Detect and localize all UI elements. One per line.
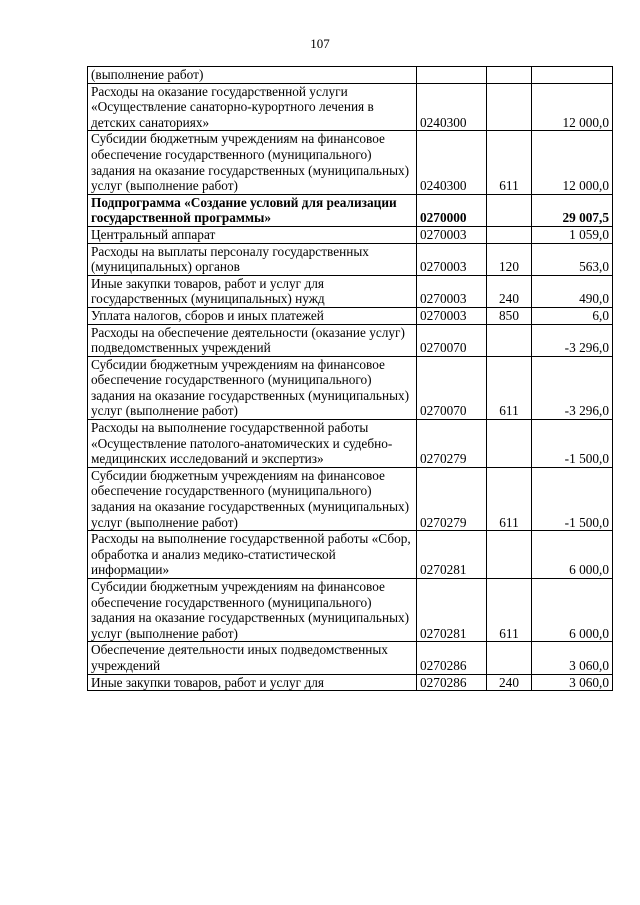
table-row — [88, 579, 613, 642]
row-sum: 6 000,0 — [532, 531, 613, 579]
row-name: Иные закупки товаров, работ и услуг для — [88, 674, 417, 691]
row-kind — [487, 420, 532, 468]
row-name: Субсидии бюджетным учреждениям на финансовое обеспечение государственного (муниципального) задания на оказание государственных (муниципальных) услуг (выполнение работ) — [88, 131, 417, 194]
row-name: Расходы на оказание государственной услуги «Осуществление санаторно-курортного лечения в детских санаториях» — [88, 83, 417, 131]
row-code: 0270286 — [417, 674, 487, 691]
row-sum: 29 007,5 — [532, 194, 613, 226]
row-kind — [487, 226, 532, 243]
table-row — [88, 131, 613, 194]
row-kind: 120 — [487, 243, 532, 275]
row-kind: 611 — [487, 131, 532, 194]
row-name: (выполнение работ) — [88, 67, 417, 84]
row-code: 0270003 — [417, 226, 487, 243]
row-code: 0240300 — [417, 83, 487, 131]
row-code: 0270000 — [417, 194, 487, 226]
table-row — [88, 531, 613, 579]
row-code: 0270286 — [417, 642, 487, 674]
table-row — [88, 226, 613, 243]
row-code: 0270279 — [417, 467, 487, 530]
row-name: Субсидии бюджетным учреждениям на финансовое обеспечение государственного (муниципального) задания на оказание государственных (муниципальных) услуг (выполнение работ) — [88, 467, 417, 530]
table-row — [88, 642, 613, 674]
row-kind: 611 — [487, 467, 532, 530]
row-sum — [532, 67, 613, 84]
row-code: 0270281 — [417, 579, 487, 642]
row-sum: 6,0 — [532, 307, 613, 324]
row-name: Расходы на обеспечение деятельности (оказание услуг) подведомственных учреждений — [88, 324, 417, 356]
row-code: 0270070 — [417, 324, 487, 356]
table-row — [88, 275, 613, 307]
table-row — [88, 67, 613, 84]
row-sum: 563,0 — [532, 243, 613, 275]
row-sum: 12 000,0 — [532, 131, 613, 194]
row-kind: 240 — [487, 275, 532, 307]
row-code: 0270279 — [417, 420, 487, 468]
page-number: 107 — [310, 36, 330, 51]
row-sum: 3 060,0 — [532, 642, 613, 674]
row-sum: -1 500,0 — [532, 467, 613, 530]
row-kind — [487, 642, 532, 674]
row-name: Субсидии бюджетным учреждениям на финансовое обеспечение государственного (муниципального) задания на оказание государственных (муниципальных) услуг (выполнение работ) — [88, 356, 417, 419]
row-sum: 12 000,0 — [532, 83, 613, 131]
row-kind: 850 — [487, 307, 532, 324]
row-sum: 490,0 — [532, 275, 613, 307]
table-row — [88, 356, 613, 419]
row-name: Расходы на выполнение государственной работы «Осуществление патолого-анатомических и судебно-медицинских исследований и экспертиз» — [88, 420, 417, 468]
row-name: Субсидии бюджетным учреждениям на финансовое обеспечение государственного (муниципального) задания на оказание государственных (муниципальных) услуг (выполнение работ) — [88, 579, 417, 642]
row-code: 0270281 — [417, 531, 487, 579]
table-row — [88, 420, 613, 468]
row-kind: 240 — [487, 674, 532, 691]
row-code: 0240300 — [417, 131, 487, 194]
budget-table — [87, 66, 613, 691]
table-row — [88, 324, 613, 356]
row-kind — [487, 531, 532, 579]
row-code: 0270003 — [417, 275, 487, 307]
row-name: Расходы на выполнение государственной работы «Сбор, обработка и анализ медико-статистической информации» — [88, 531, 417, 579]
table-row — [88, 467, 613, 530]
row-sum: -1 500,0 — [532, 420, 613, 468]
row-name: Иные закупки товаров, работ и услуг для государственных (муниципальных) нужд — [88, 275, 417, 307]
table-row — [88, 243, 613, 275]
row-kind: 611 — [487, 356, 532, 419]
row-sum: -3 296,0 — [532, 356, 613, 419]
row-code: 0270070 — [417, 356, 487, 419]
row-name: Центральный аппарат — [88, 226, 417, 243]
row-name: Подпрограмма «Создание условий для реализации государственной программы» — [88, 194, 417, 226]
row-kind — [487, 324, 532, 356]
table-row — [88, 674, 613, 691]
row-sum: -3 296,0 — [532, 324, 613, 356]
row-sum: 3 060,0 — [532, 674, 613, 691]
subprogram-row — [88, 194, 613, 226]
row-kind: 611 — [487, 579, 532, 642]
row-name: Уплата налогов, сборов и иных платежей — [88, 307, 417, 324]
table-row — [88, 307, 613, 324]
row-sum: 6 000,0 — [532, 579, 613, 642]
row-code: 0270003 — [417, 243, 487, 275]
row-kind — [487, 67, 532, 84]
row-sum: 1 059,0 — [532, 226, 613, 243]
table-row — [88, 83, 613, 131]
row-code: 0270003 — [417, 307, 487, 324]
row-code — [417, 67, 487, 84]
row-name: Обеспечение деятельности иных подведомственных учреждений — [88, 642, 417, 674]
row-kind — [487, 83, 532, 131]
row-kind — [487, 194, 532, 226]
row-name: Расходы на выплаты персоналу государственных (муниципальных) органов — [88, 243, 417, 275]
